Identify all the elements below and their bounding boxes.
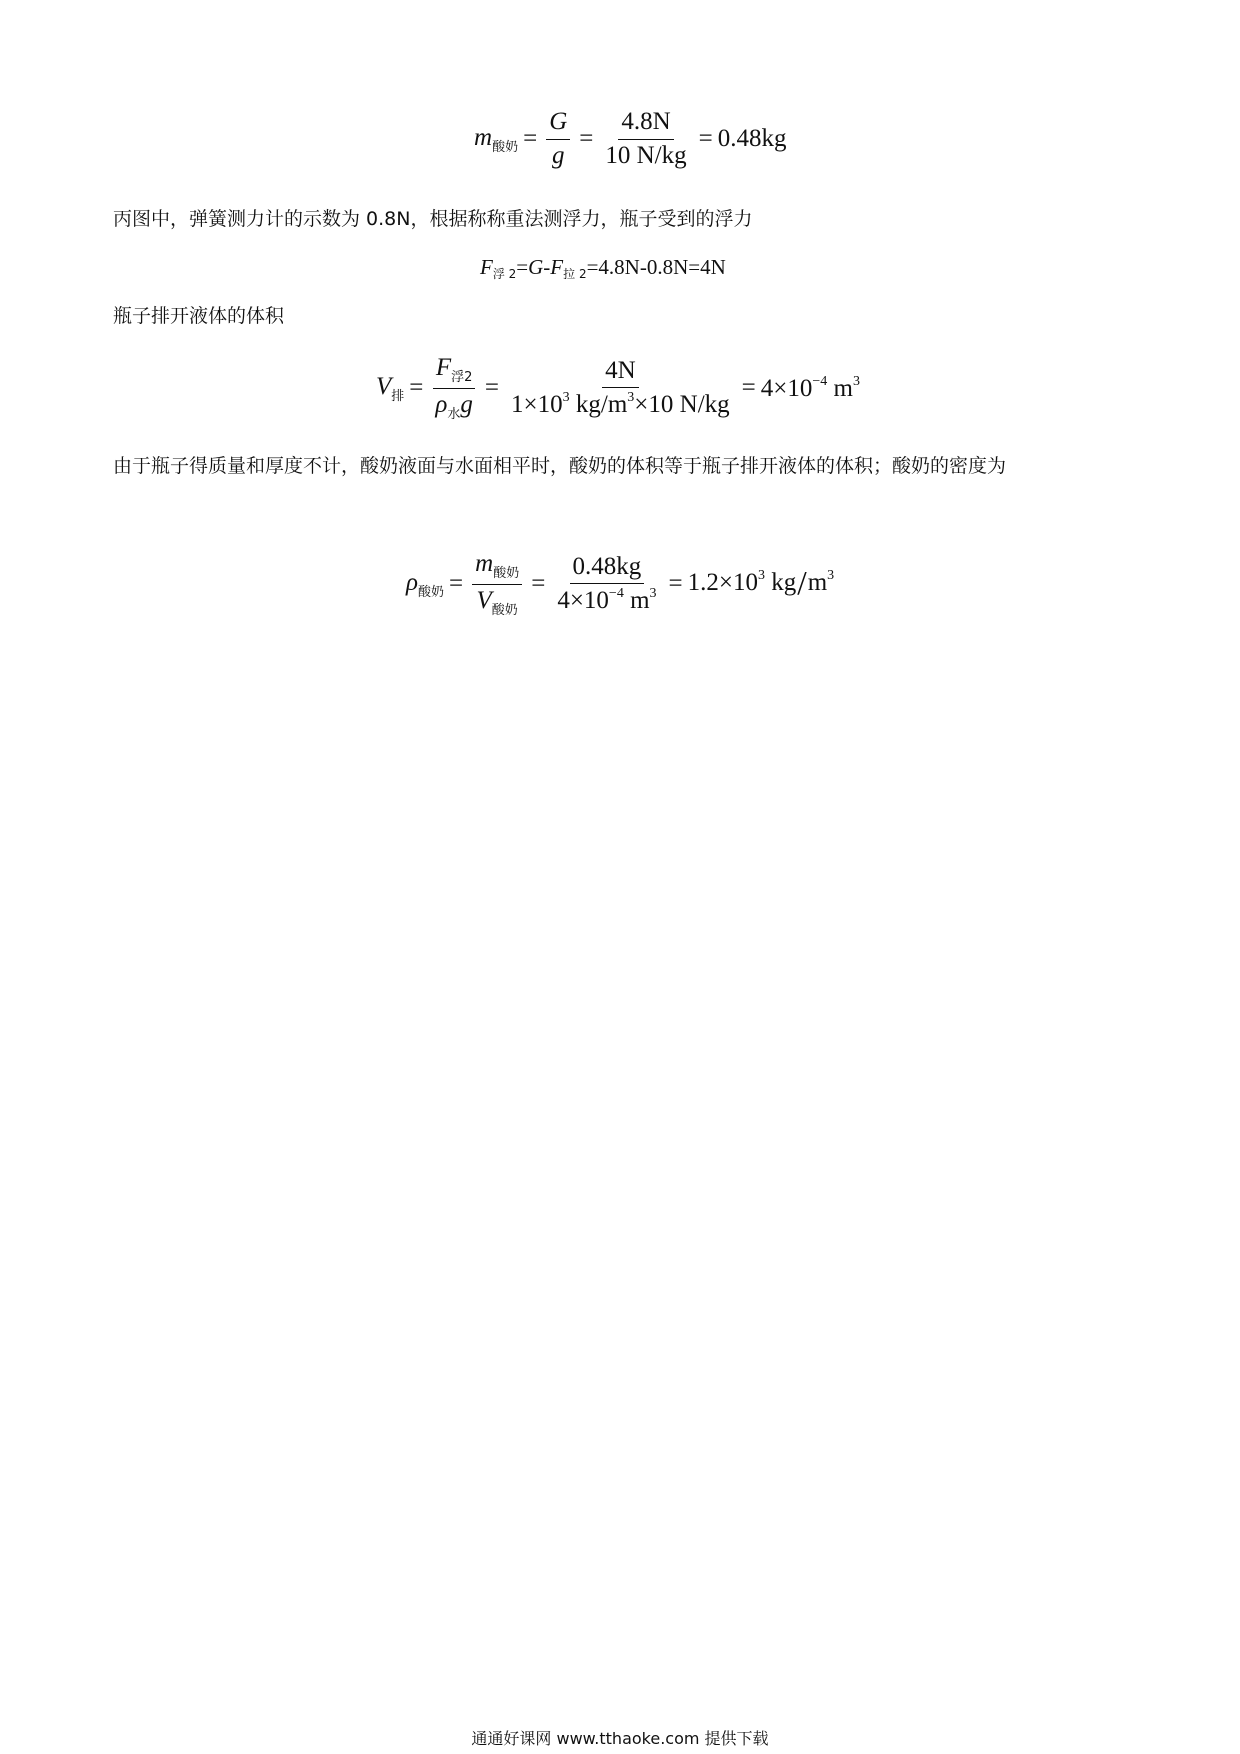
equation-yogurt-density: $\rho_{酸奶}$ = $\frac{m_{酸奶}}{V_{酸奶}}$ = $\frac{0.48kg}{4\times 10^{-4} m^3}$ = $1.2\times 10^3$ $kg/m^3$ bbox=[406, 550, 835, 618]
fraction-numeric: $\frac{4.8N}{10 N/kg}$ bbox=[605, 108, 687, 169]
equation-displaced-volume: $V_排$ = $\frac{F_{浮2}}{\rho_水g}$ = $\frac{4N}{1\times 10^3 kg/m^3\times 10 N/kg}$ = $4\times 10^{-4}$ $m^3$ bbox=[376, 354, 860, 422]
result: $4\times 10^{-4}$ $m^3$ bbox=[760, 373, 860, 402]
fraction-g-over-g: $\frac{G}{g}$ bbox=[546, 108, 570, 171]
lhs: $m_{酸奶}$ bbox=[474, 123, 519, 155]
paragraph-buoyancy: 丙图中，弹簧测力计的示数为 0.8N，根据称称重法测浮力，瓶子受到的浮力 bbox=[113, 208, 753, 230]
fraction-numeric: $\frac{4N}{1\times 10^3 kg/m^3\times 10 N/kg}$ bbox=[511, 356, 730, 419]
page-footer: 通通好课网 www.tthaoke.com 提供下载 bbox=[471, 1729, 769, 1748]
paragraph-displaced-volume: 瓶子排开液体的体积 bbox=[113, 305, 285, 327]
equation-yogurt-mass: $m_{酸奶}$ = $\frac{G}{g}$ = $\frac{4.8N}{10 N/kg}$ = 0.48kg bbox=[474, 108, 787, 169]
equation-buoyancy: $F_{浮 2}=G-F_{拉 2}=4.8N-0.8N=4N$ bbox=[480, 255, 726, 281]
lhs: $\rho_{酸奶}$ bbox=[406, 568, 445, 600]
paragraph-density: 由于瓶子得质量和厚度不计，酸奶液面与水面相平时，酸奶的体积等于瓶子排开液体的体积；酸奶的密度为 bbox=[113, 455, 1007, 477]
result: $1.2\times 10^3$ $kg/m^3$ bbox=[687, 565, 835, 603]
lhs: $V_排$ bbox=[376, 372, 405, 404]
fraction-symbolic: $\frac{m_{酸奶}}{V_{酸奶}}$ bbox=[472, 550, 522, 619]
result: 0.48kg bbox=[717, 125, 787, 153]
fraction-symbolic: $\frac{F_{浮2}}{\rho_水g}$ bbox=[432, 354, 476, 423]
fraction-numeric: $\frac{0.48kg}{4\times 10^{-4} m^3}$ bbox=[557, 552, 657, 615]
